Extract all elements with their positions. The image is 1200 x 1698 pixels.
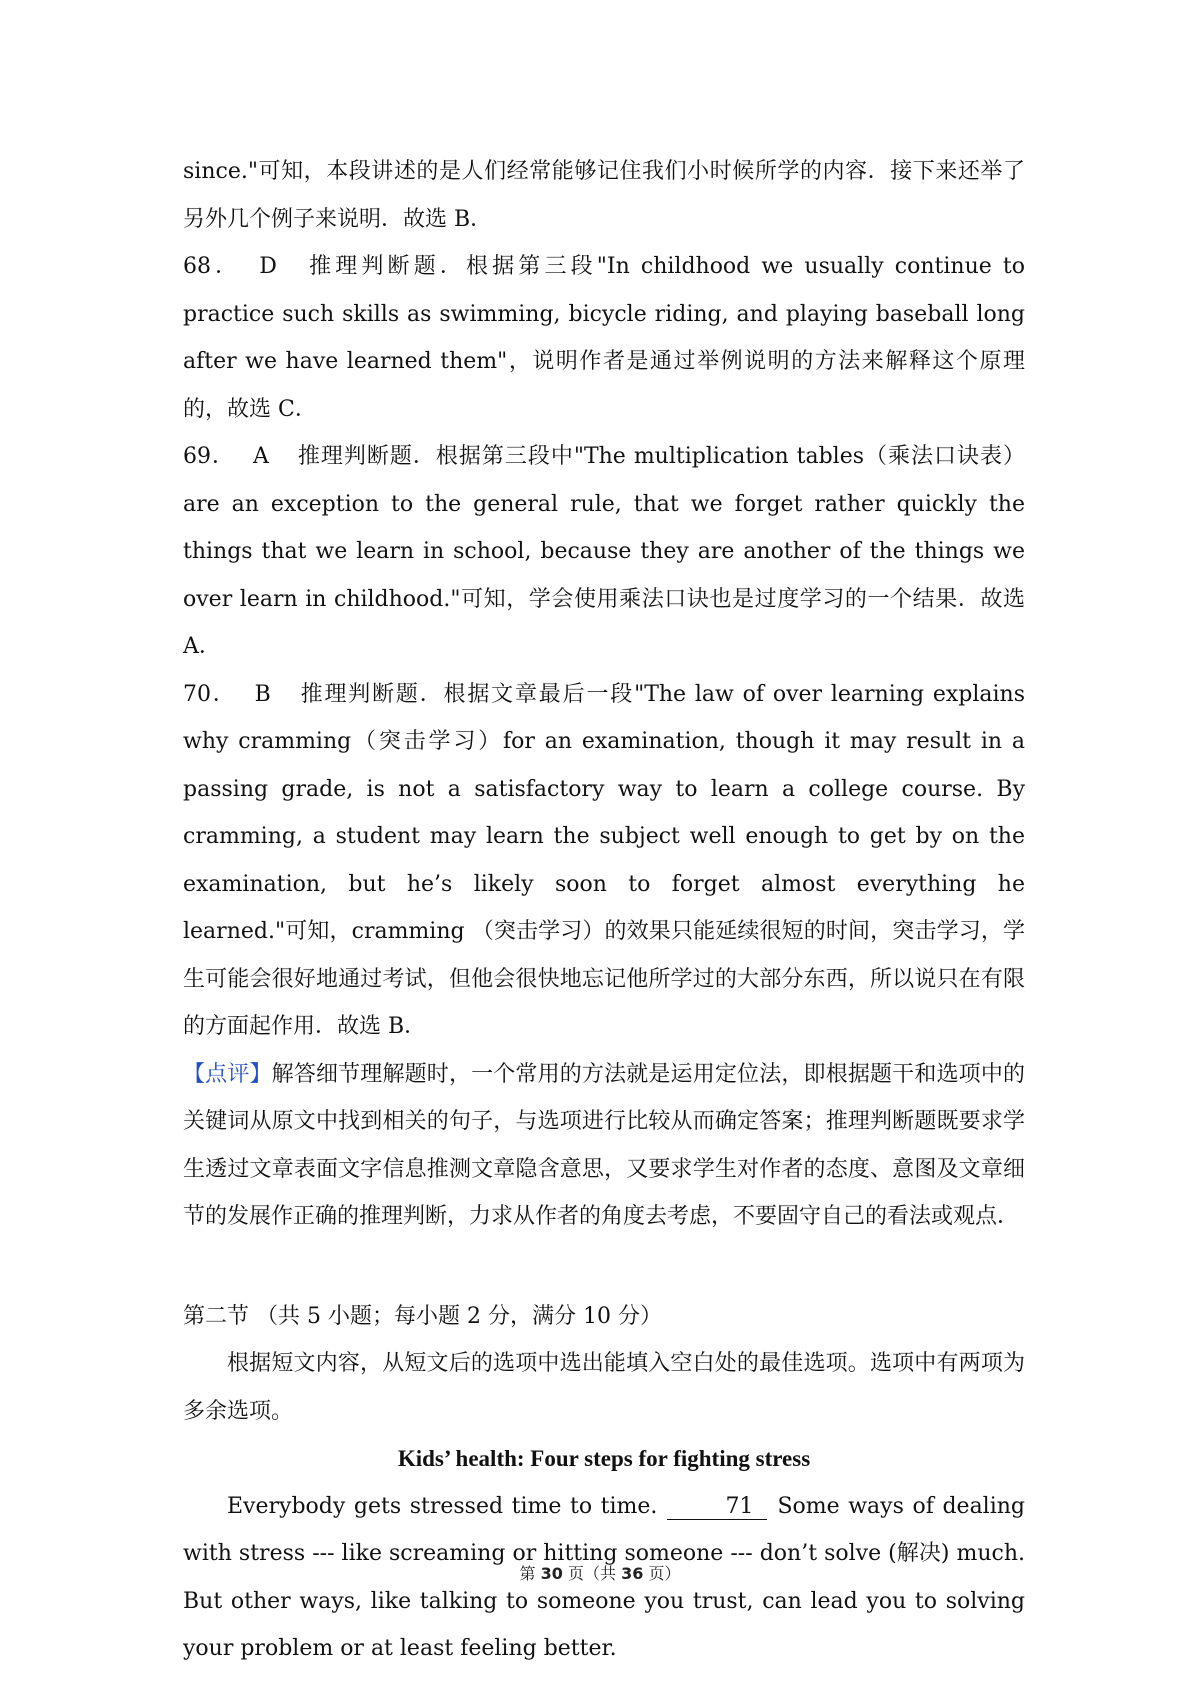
q68-answer: D xyxy=(259,254,277,279)
footer-total-pages: 36 xyxy=(621,1564,644,1583)
q69-number: 69． xyxy=(183,444,235,469)
q68-explanation xyxy=(183,243,1025,433)
q70-explanation xyxy=(183,671,1025,1051)
footer-suffix: 页） xyxy=(648,1564,681,1583)
answer-explanations xyxy=(183,148,1025,1673)
q67-explanation-continued: since."可知，本段讲述的是人们经常能够记住我们小时候所学的内容．接下来还举了另外几个例子来说明．故选 B． xyxy=(183,159,1025,232)
footer-page-number: 30 xyxy=(540,1564,563,1583)
q69-text: 推理判断题．根据第三段中"The multiplication tables（乘法口诀表）are an exception to the general rule, that we forget rather quickly the things that we learn in school, because they are another of the things we over learn in childhood."可知，学会使用乘法口诀也是过度学习的一个结果．故选 A． xyxy=(183,444,1026,659)
footer-middle: 页（共 xyxy=(567,1564,616,1583)
comment-paragraph xyxy=(183,1051,1025,1241)
section2-instructions: 根据短文内容，从短文后的选项中选出能填入空白处的最佳选项。选项中有两项为多余选项。 xyxy=(183,1351,1025,1424)
q69-explanation xyxy=(183,433,1025,671)
page-footer xyxy=(0,1561,1200,1584)
comment-tag: 【点评】 xyxy=(183,1061,272,1087)
q68-text: 推理判断题．根据第三段"In childhood we usually continue to practice such skills as swimming, bicycle riding, and playing baseball long after we have learned them"，说明作者是通过举例说明的方法来解释这个原理的，故选 C． xyxy=(183,254,1025,422)
passage-text-after-blank: Some ways of dealing with stress --- like screaming or hitting someone --- don’t solve (解决) much. But other ways, like talking to someone you trust, can lead you to solving your problem or at least feeling better. xyxy=(183,1493,1026,1661)
section2-header: 第二节 （共 5 小题；每小题 2 分，满分 10 分） xyxy=(183,1303,662,1329)
q69-answer: A xyxy=(253,444,269,469)
q70-answer: B xyxy=(254,681,271,707)
q70-number: 70． xyxy=(183,681,237,707)
passage-text-before-blank: Everybody gets stressed time to time. xyxy=(227,1493,658,1519)
blank-71: 71 xyxy=(667,1495,767,1520)
q68-number: 68． xyxy=(183,254,242,279)
section-spacer xyxy=(183,1241,1025,1293)
comment-text: 解答细节理解题时，一个常用的方法就是运用定位法，即根据题干和选项中的关键词从原文中找到相关的句子，与选项进行比较从而确定答案；推理判断题既要求学生透过文章表面文字信息推测文章隐含意思，又要求学生对作者的态度、意图及文章细节的发展作正确的推理判断，力求从作者的角度去考虑，不要固守自己的看法或观点． xyxy=(183,1061,1025,1229)
footer-prefix: 第 xyxy=(519,1564,536,1583)
q70-text: 推理判断题．根据文章最后一段"The law of over learning explains why cramming（突击学习）for an examination, though it may result in a passing grade, is not a satisfactory way to learn a college course. By cramming, a student may learn the subject well enough to get by on the examination, but he’s likely soon to forget almost everything he learned."可知，cramming （突击学习）的效果只能延续很短的时间，突击学习，学生可能会很好地通过考试，但他会很快地忘记他所学过的大部分东西，所以说只在有限的方面起作用．故选 B． xyxy=(183,681,1025,1039)
passage-title: Kids’ health: Four steps for fighting stress xyxy=(397,1446,811,1471)
